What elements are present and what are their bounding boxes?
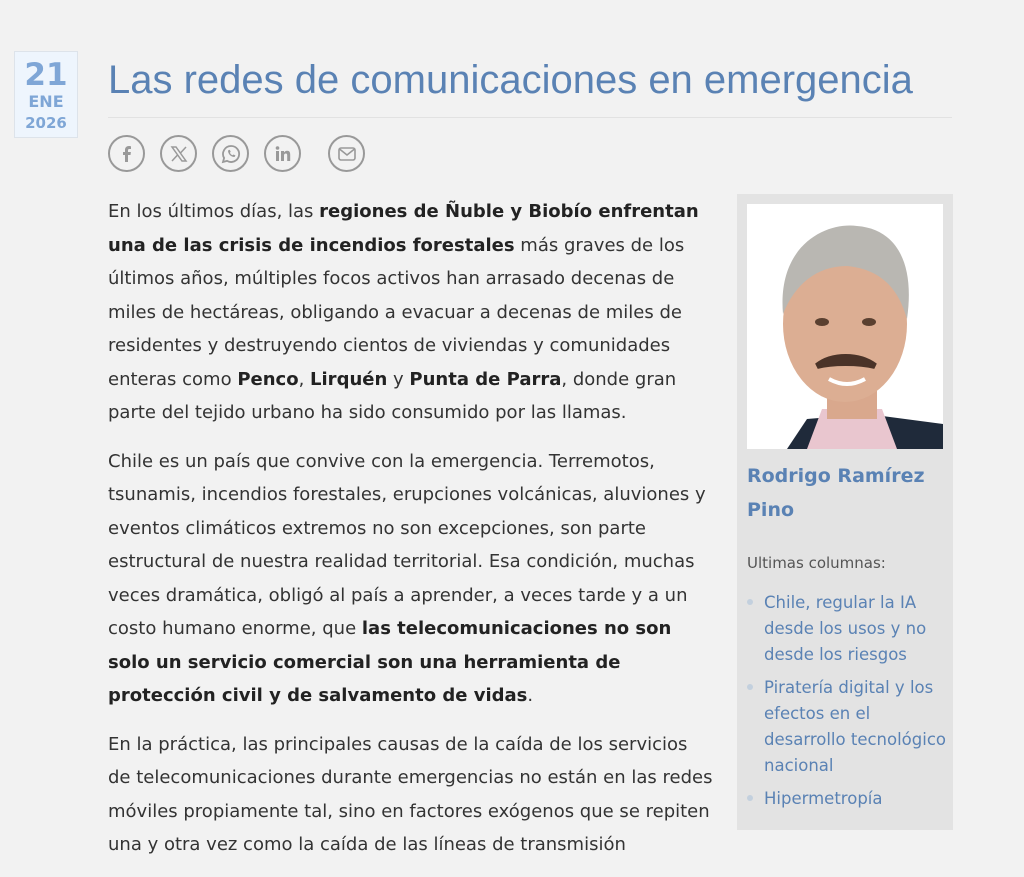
linkedin-icon[interactable] <box>264 135 301 172</box>
date-month: ENE <box>28 92 64 111</box>
author-sidebar <box>737 194 953 830</box>
text-run: Chile es un país que convive con la emergencia. Terremotos, tsunamis, incendios forestales, erupciones volcánicas, aluviones y eventos climáticos extremos no son excepciones, son parte estructural de nuestra realidad territorial. Esa condición, muchas veces dramática, obligó al país a aprender, a veces tarde y a un costo humano enorme, que <box>108 450 706 639</box>
x-icon[interactable] <box>160 135 197 172</box>
column-link[interactable]: Hipermetropía <box>747 786 947 812</box>
date-year: 2026 <box>25 114 67 132</box>
date-day: 21 <box>24 57 68 93</box>
bold-text: las telecomunicaciones no son solo un servicio comercial son una herramienta de protección civil y de salvamento de vidas <box>108 618 672 706</box>
share-bar <box>108 135 380 172</box>
author-name[interactable]: Rodrigo Ramírez Pino <box>747 465 925 521</box>
author-photo <box>747 204 943 449</box>
text-run: más graves de los últimos años, múltiples focos activos han arrasado decenas de miles de hectáreas, obligando a evacuar a decenas de miles de residentes y destruyendo cientos de viviendas y comunidades enteras como <box>108 234 685 390</box>
text-run: , <box>298 368 311 390</box>
article-body <box>108 195 713 877</box>
email-icon[interactable] <box>328 135 365 172</box>
column-link[interactable]: Chile, regular la IA desde los usos y no desde los riesgos <box>747 590 947 668</box>
divider <box>108 117 952 118</box>
bold-text: regiones de Ñuble y Biobío enfrentan una de las crisis de incendios forestales <box>108 201 699 256</box>
latest-columns-list <box>747 590 947 819</box>
bold-text: Punta de Parra <box>409 368 562 390</box>
text-run: En los últimos días, las <box>108 201 320 222</box>
column-link[interactable]: Piratería digital y los efectos en el desarrollo tecnológico nacional <box>747 675 947 779</box>
paragraph-2 <box>108 445 713 713</box>
bold-text: Lirquén <box>310 368 388 390</box>
date-badge <box>14 51 78 138</box>
page-title: Las redes de comunicaciones en emergencia <box>108 58 913 102</box>
text-run: y <box>387 368 410 390</box>
bold-text: Penco <box>237 368 299 390</box>
text-run: . <box>527 685 534 706</box>
paragraph-1 <box>108 195 713 430</box>
text-run: En la práctica, las principales causas de la caída de los servicios de telecomunicaciones durante emergencias no están en las redes móviles propiamente tal, sino en factores exógenos que se repiten una y otra vez como la caída de las líneas de transmisión <box>108 733 713 855</box>
paragraph-3 <box>108 728 713 862</box>
whatsapp-icon[interactable] <box>212 135 249 172</box>
facebook-icon[interactable] <box>108 135 145 172</box>
latest-columns-label: Ultimas columnas: <box>747 554 886 572</box>
text-run: , donde gran parte del tejido urbano ha sido consumido por las llamas. <box>108 368 677 423</box>
